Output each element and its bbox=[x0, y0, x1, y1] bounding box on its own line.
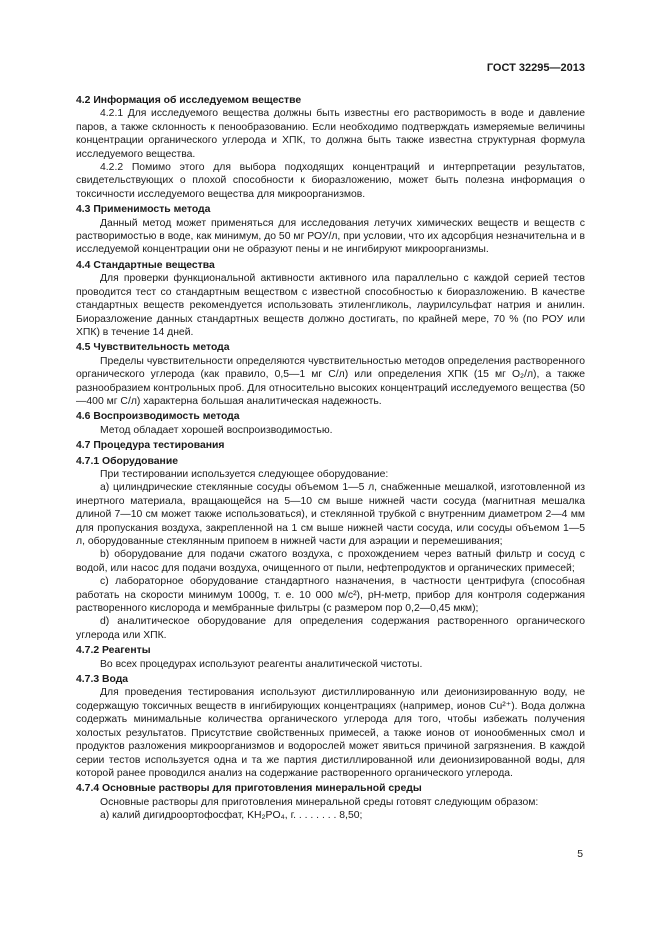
paragraph: Метод обладает хорошей воспроизводимостью. bbox=[100, 424, 333, 436]
section-4-7-heading: 4.7 Процедура тестирования bbox=[76, 440, 225, 452]
section-4-6-heading: 4.6 Воспроизводимость метода bbox=[76, 411, 240, 423]
paragraph: 4.2.1 Для исследуемого вещества должны быть известны его растворимость в воде и давление паров, а также склонность к пенообразованию. Если необходимо подтверждать измеряемые величины концентрации органического углерода и ХПК, то должна быть также известна структурная формула исследуемого вещества. bbox=[76, 108, 585, 160]
section-4-5-heading: 4.5 Чувствительность метода bbox=[76, 342, 230, 354]
list-item-b: b) оборудование для подачи сжатого воздуха, с прохождением через ватный фильтр и сосуд с водой, или насос для подачи воздуха, очищенного от пыли, нефтепродуктов и органических примесей; bbox=[76, 549, 585, 574]
section-4-7-3-heading: 4.7.3 Вода bbox=[76, 674, 129, 686]
document-body bbox=[76, 94, 585, 823]
paragraph: Для проверки функциональной активности активного ила параллельно с каждой серией тестов проводится тест со стандартным веществом с известной способностью к биоразложению. В качестве стандартных веществ рекомендуется использовать этиленгликоль, лаурилсульфат натрия и анилин. Биоразложение данных стандартных веществ должно достигать, по крайней мере, 70 % (по РОУ или ХПК) в течение 14 дней. bbox=[76, 273, 585, 338]
paragraph: Для проведения тестирования используют дистиллированную или деионизированную воду, не содержащую токсичных веществ в ингибирующих концентрациях (например, ионов Cu²⁺). Вода должна содержать минимальные количества органического углерода для того, чтобы избежать получения холостых результатов. Присутствие свойственных примесей, а также ионов от ионообменных смол и продуктов разложения микроорганизмов и водорослей может явиться причиной загрязнения. В каждой серии тестов используется одна и та же партия дистиллированной или деионизированной воды, для которой ранее проводился анализ на содержание растворенного органического углерода. bbox=[76, 687, 585, 779]
paragraph: Основные растворы для приготовления минеральной среды готовят следующим образом: bbox=[100, 796, 539, 808]
page-number: 5 bbox=[577, 849, 583, 860]
section-4-2-heading: 4.2 Информация об исследуемом веществе bbox=[76, 95, 302, 106]
paragraph: 4.2.2 Помимо этого для выбора подходящих концентраций и интерпретации результатов, свидетельствующих о плохой способности к биоразложению, может быть полезна информация о токсичности исследуемого вещества для микроорганизмов. bbox=[76, 162, 585, 200]
section-4-7-1-heading: 4.7.1 Оборудование bbox=[76, 455, 178, 467]
paragraph: Пределы чувствительности определяются чувствительностью методов определения растворенного органического углерода (как правило, 0,5—1 мг С/л) или определения ХПК (15 мг O₂/л), а также разнообразием контрольных проб. Для относительно высоких концентраций исследуемого вещества (50—400 мг С/л) характерна большая аналитическая надежность. bbox=[76, 355, 585, 407]
paragraph: При тестировании используется следующее оборудование: bbox=[100, 468, 389, 480]
section-4-4-heading: 4.4 Стандартные вещества bbox=[76, 259, 215, 271]
section-4-7-2-heading: 4.7.2 Реагенты bbox=[76, 645, 151, 657]
list-item-c: c) лабораторное оборудование стандартного назначения, в частности центрифуга (способная работать на скорости минимум 1000g, т. е. 10 000 м/с²), pH-метр, прибор для контроля содержания растворенного кислорода и мембранные фильтры (с размером пор 0,2—0,45 мкм); bbox=[76, 576, 585, 615]
section-4-3-heading: 4.3 Применимость метода bbox=[76, 204, 211, 216]
section-4-7-4-heading: 4.7.4 Основные растворы для приготовления минеральной среды bbox=[76, 783, 422, 795]
list-item-d: d) аналитическое оборудование для определения содержания растворенного органического углерода или ХПК. bbox=[76, 616, 585, 641]
list-item-a: а) калий дигидроортофосфат, KH₂PO₄, г. . . . . . . . 8,50; bbox=[100, 810, 363, 822]
paragraph: Данный метод может применяться для исследования летучих химических веществ и веществ с растворимостью в воде, как минимум, до 50 мг РОУ/л, при условии, что их адсорбция незначительна и в исследуемой концентрации они не образуют пены и не ингибируют микроорганизмы. bbox=[76, 217, 585, 256]
page-header: ГОСТ 32295—2013 bbox=[486, 62, 585, 74]
list-item-a: а) цилиндрические стеклянные сосуды объемом 1—5 л, снабженные мешалкой, изготовленной из инертного материала, вращающейся на 5—10 см выше нижней части сосуда (магнитная мешалка длиной 7—10 см может также использоваться), и стеклянной трубкой с внутренним диаметром 2—4 мм для пропускания воздуха, закрепленной на 1 см выше нижней части сосуда, или сосуды объемом 1—5 л, оборудованные стеклянным припоем в нижней части для аэрации и перемешивания; bbox=[76, 482, 585, 547]
paragraph: Во всех процедурах используют реагенты аналитической чистоты. bbox=[100, 658, 423, 670]
